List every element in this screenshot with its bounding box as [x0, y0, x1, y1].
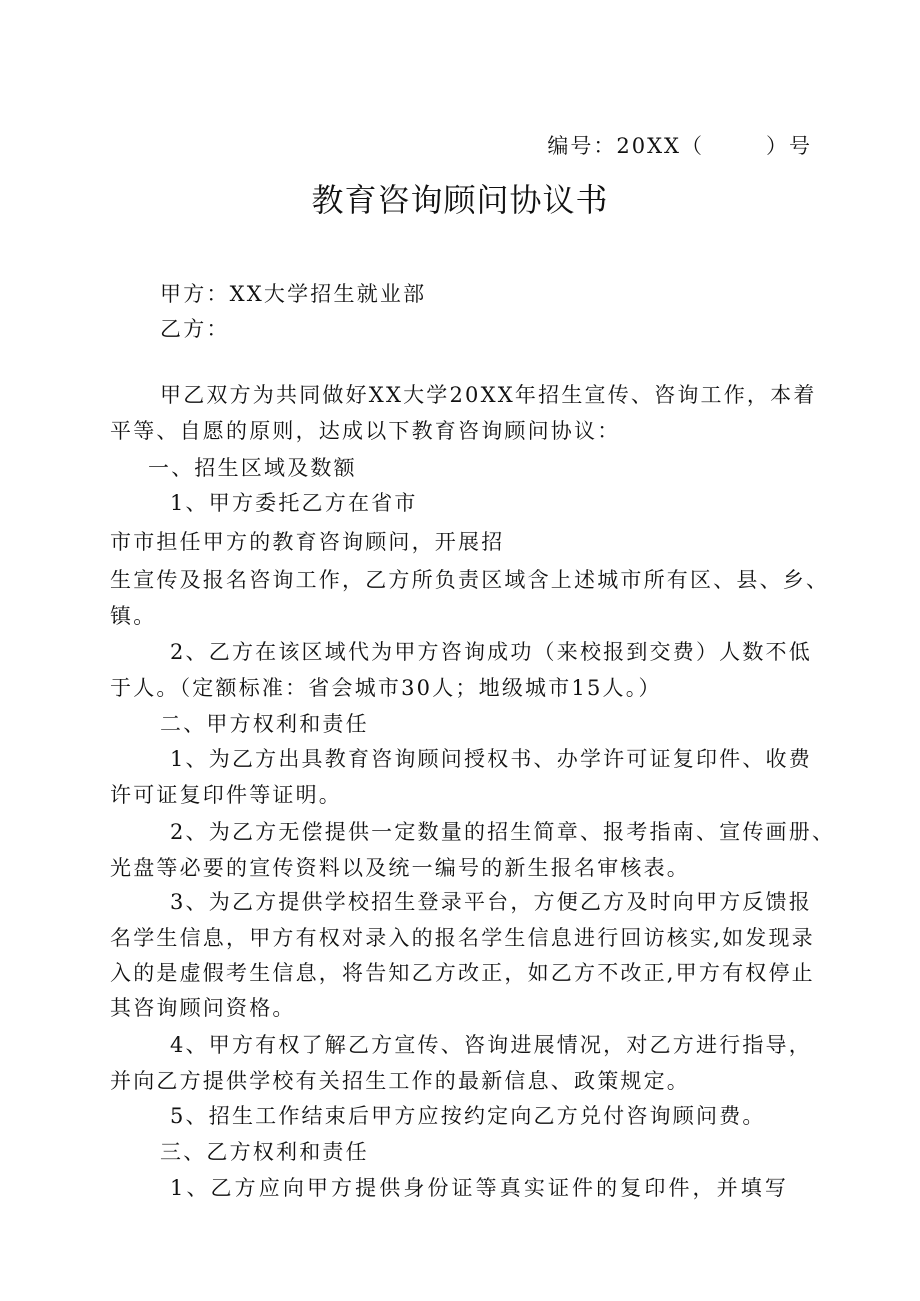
- clause-line: 1、为乙方出具教育咨询顾问授权书、办学许可证复印件、收费: [170, 747, 812, 771]
- clause-line: 生宣传及报名咨询工作，乙方所负责区域含上述城市所有区、县、乡、: [110, 568, 830, 592]
- document-number-suffix: ）号: [766, 134, 812, 158]
- section-heading: 一、招生区域及数额: [148, 456, 357, 480]
- intro-line: 甲乙双方为共同做好XX大学20XX年招生宣传、咨询工作，本着: [160, 383, 817, 407]
- section-heading: 二、甲方权利和责任: [160, 712, 369, 736]
- party-b: 乙方：: [160, 317, 230, 341]
- clause-line: 5、招生工作结束后甲方应按约定向乙方兑付咨询顾问费。: [170, 1104, 766, 1128]
- clause-line: 市市担任甲方的教育咨询顾问，开展招: [110, 530, 505, 554]
- section-heading: 三、乙方权利和责任: [160, 1140, 369, 1164]
- clause-line: 1、甲方委托乙方在省市: [170, 491, 418, 515]
- clause-line: 2、为乙方无偿提供一定数量的招生简章、报考指南、宣传画册、: [170, 820, 836, 844]
- document-title: 教育咨询顾问协议书: [311, 181, 609, 219]
- clause-line: 许可证复印件等证明。: [110, 783, 342, 807]
- clause-line: 名学生信息，甲方有权对录入的报名学生信息进行回访核实,如发现录: [110, 926, 815, 950]
- clause-line: 于人。（定额标准：省会城市30人；地级城市15人。）: [110, 676, 662, 700]
- document-number-prefix: 编号：20XX（: [547, 134, 704, 158]
- clause-line: 3、为乙方提供学校招生登录平台，方便乙方及时向甲方反馈报: [170, 890, 812, 914]
- party-a: 甲方：XX大学招生就业部: [160, 282, 427, 306]
- clause-line: 2、乙方在该区域代为甲方咨询成功（来校报到交费）人数不低: [170, 640, 812, 664]
- clause-line: 并向乙方提供学校有关招生工作的最新信息、政策规定。: [110, 1069, 690, 1093]
- clause-line: 其咨询顾问资格。: [110, 996, 296, 1020]
- intro-line: 平等、自愿的原则，达成以下教育咨询顾问协议：: [110, 419, 621, 443]
- clause-line: 光盘等必要的宣传资料以及统一编号的新生报名审核表。: [110, 856, 690, 880]
- clause-line: 镇。: [110, 604, 157, 628]
- clause-line: 入的是虚假考生信息，将告知乙方改正，如乙方不改正,甲方有权停止: [110, 961, 815, 985]
- clause-line: 1、乙方应向甲方提供身份证等真实证件的复印件，并填写: [170, 1176, 789, 1200]
- document-number: [547, 131, 812, 161]
- clause-line: 4、甲方有权了解乙方宣传、咨询进展情况，对乙方进行指导，: [170, 1033, 812, 1057]
